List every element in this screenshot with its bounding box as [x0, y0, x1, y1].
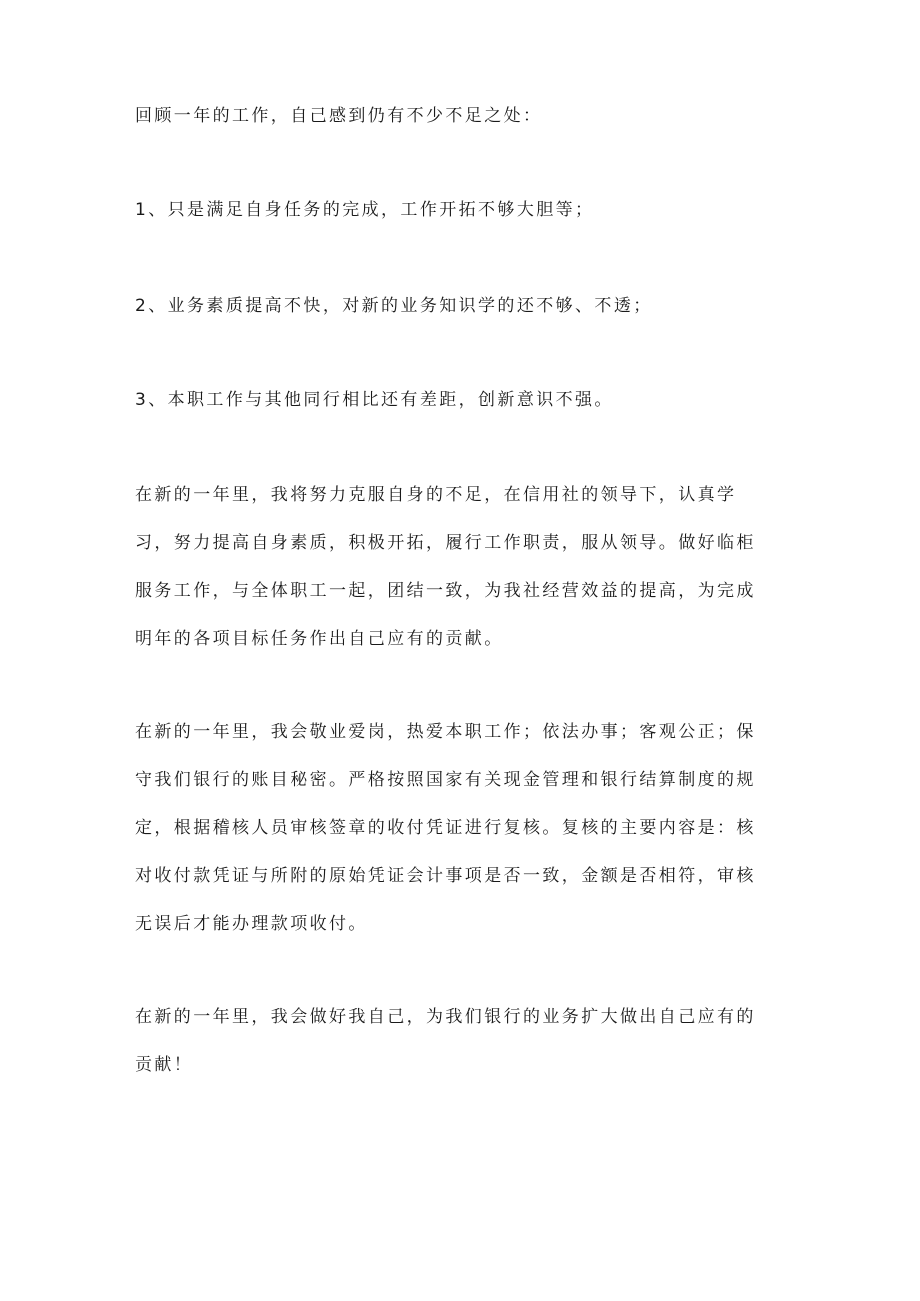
text-line: 在新的一年里，我会敬业爱岗，热爱本职工作；依法办事；客观公正；保	[135, 722, 756, 742]
paragraph-plan-1	[135, 471, 780, 663]
text-line: 在新的一年里，我将努力克服自身的不足，在信用社的领导下，认真学	[135, 485, 737, 505]
paragraph-plan-3	[135, 993, 780, 1089]
text-line: 贡献！	[135, 1055, 194, 1075]
text-line: 在新的一年里，我会做好我自己，为我们银行的业务扩大做出自己应有的	[135, 1007, 756, 1027]
text-line: 习，努力提高自身素质，积极开拓，履行工作职责，服从领导。做好临柜	[135, 533, 756, 553]
paragraph-intro	[135, 92, 780, 140]
text-line: 守我们银行的账目秘密。严格按照国家有关现金管理和银行结算制度的规	[135, 770, 756, 790]
text-line: 2、业务素质提高不快，对新的业务知识学的还不够、不透；	[135, 296, 653, 316]
text-line: 服务工作，与全体职工一起，团结一致，为我社经营效益的提高，为完成	[135, 581, 756, 601]
text-line: 明年的各项目标任务作出自己应有的贡献。	[135, 629, 504, 649]
text-line: 定，根据稽核人员审核签章的收付凭证进行复核。复核的主要内容是：核	[135, 818, 756, 838]
text-line: 回顾一年的工作，自己感到仍有不少不足之处：	[135, 106, 543, 126]
list-item-1	[135, 186, 780, 234]
text-line: 无误后才能办理款项收付。	[135, 914, 368, 934]
list-item-3	[135, 376, 780, 424]
paragraph-plan-2	[135, 708, 780, 948]
text-line: 3、本职工作与其他同行相比还有差距，创新意识不强。	[135, 390, 614, 410]
text-line: 1、只是满足自身任务的完成，工作开拓不够大胆等；	[135, 200, 595, 220]
text-line: 对收付款凭证与所附的原始凭证会计事项是否一致，金额是否相符，审核	[135, 866, 756, 886]
list-item-2	[135, 282, 780, 330]
